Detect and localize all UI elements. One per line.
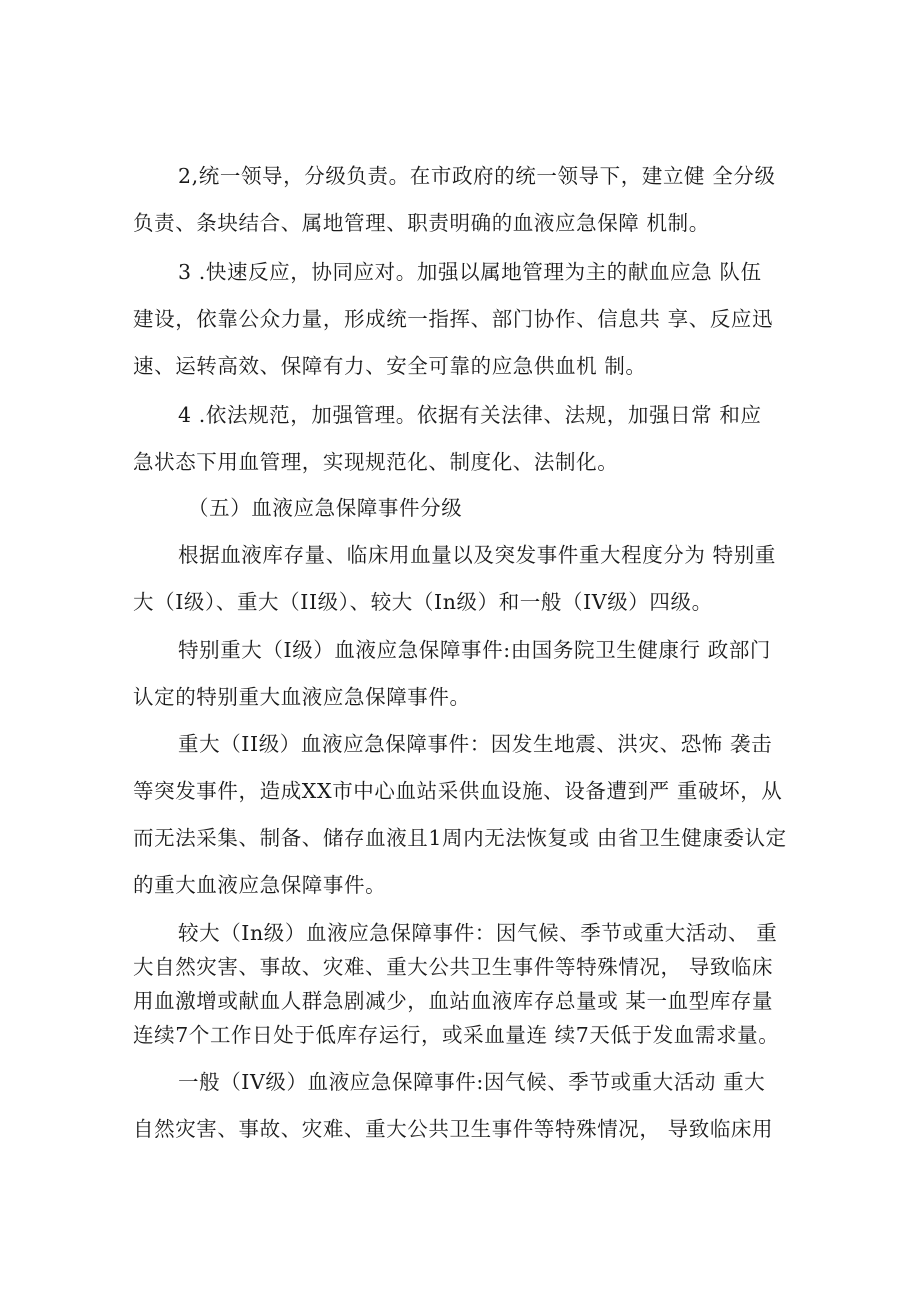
level-3-paragraph-line-1: 较大（In级）血液应急保障事件：因气候、季节或重大活动、 重: [178, 921, 778, 945]
level-2-paragraph-line-3: 而无法采集、制备、储存血液且1周内无法恢复或 由省卫生健康委认定: [133, 826, 787, 850]
paragraph-3-line-3: 速、运转高效、保障有力、安全可靠的应急供血机 制。: [133, 354, 647, 378]
level-1-paragraph-line-1: 特别重大（I级）血液应急保障事件:由国务院卫生健康行 政部门: [178, 638, 772, 662]
level-3-paragraph-line-4: 连续7个工作日处于低库存运行，或采血量连 续7天低于发血需求量。: [133, 1023, 780, 1047]
grading-paragraph-line-2: 大（I级）、重大（II级）、较大（In级）和一般（IV级）四级。: [133, 590, 713, 614]
level-2-paragraph-line-1: 重大（II级）血液应急保障事件：因发生地震、洪灾、恐怖 袭击: [178, 732, 773, 756]
level-2-paragraph-line-2: 等突发事件，造成XX市中心血站采供血设施、设备遭到严 重破坏，从: [133, 779, 783, 803]
level-4-paragraph-line-2: 自然灾害、事故、灾难、重大公共卫生事件等特殊情况， 导致临床用: [133, 1117, 774, 1141]
paragraph-3-line-2: 建设，依靠公众力量，形成统一指挥、部门协作、信息共 享、反应迅: [133, 307, 774, 331]
section-heading: （五）血液应急保障事件分级: [188, 496, 463, 520]
level-1-paragraph-line-2: 认定的特别重大血液应急保障事件。: [133, 685, 471, 709]
level-3-paragraph-line-2: 大自然灾害、事故、灾难、重大公共卫生事件等特殊情况， 导致临床: [133, 955, 774, 979]
level-2-paragraph-line-4: 的重大血液应急保障事件。: [133, 873, 387, 897]
paragraph-2-line-2: 负责、条块结合、属地管理、职责明确的血液应急保障 机制。: [133, 211, 710, 235]
paragraph-4-line-2: 急状态下用血管理，实现规范化、制度化、法制化。: [133, 450, 619, 474]
level-4-paragraph-line-1: 一般（IV级）血液应急保障事件:因气候、季节或重大活动 重大: [178, 1070, 766, 1094]
paragraph-2-line-1: 2,统一领导，分级负责。在市政府的统一领导下，建立健 全分级: [178, 164, 776, 188]
paragraph-4-line-1: 4 .依法规范，加强管理。依据有关法律、法规，加强日常 和应: [178, 403, 762, 427]
grading-paragraph-line-1: 根据血液库存量、临床用血量以及突发事件重大程度分为 特别重: [178, 543, 776, 567]
level-3-paragraph-line-3: 用血激增或献血人群急剧减少，血站血液库存总量或 某一血型库存量: [133, 989, 774, 1013]
paragraph-3-line-1: 3 .快速反应，协同应对。加强以属地管理为主的献血应急 队伍: [178, 260, 762, 284]
